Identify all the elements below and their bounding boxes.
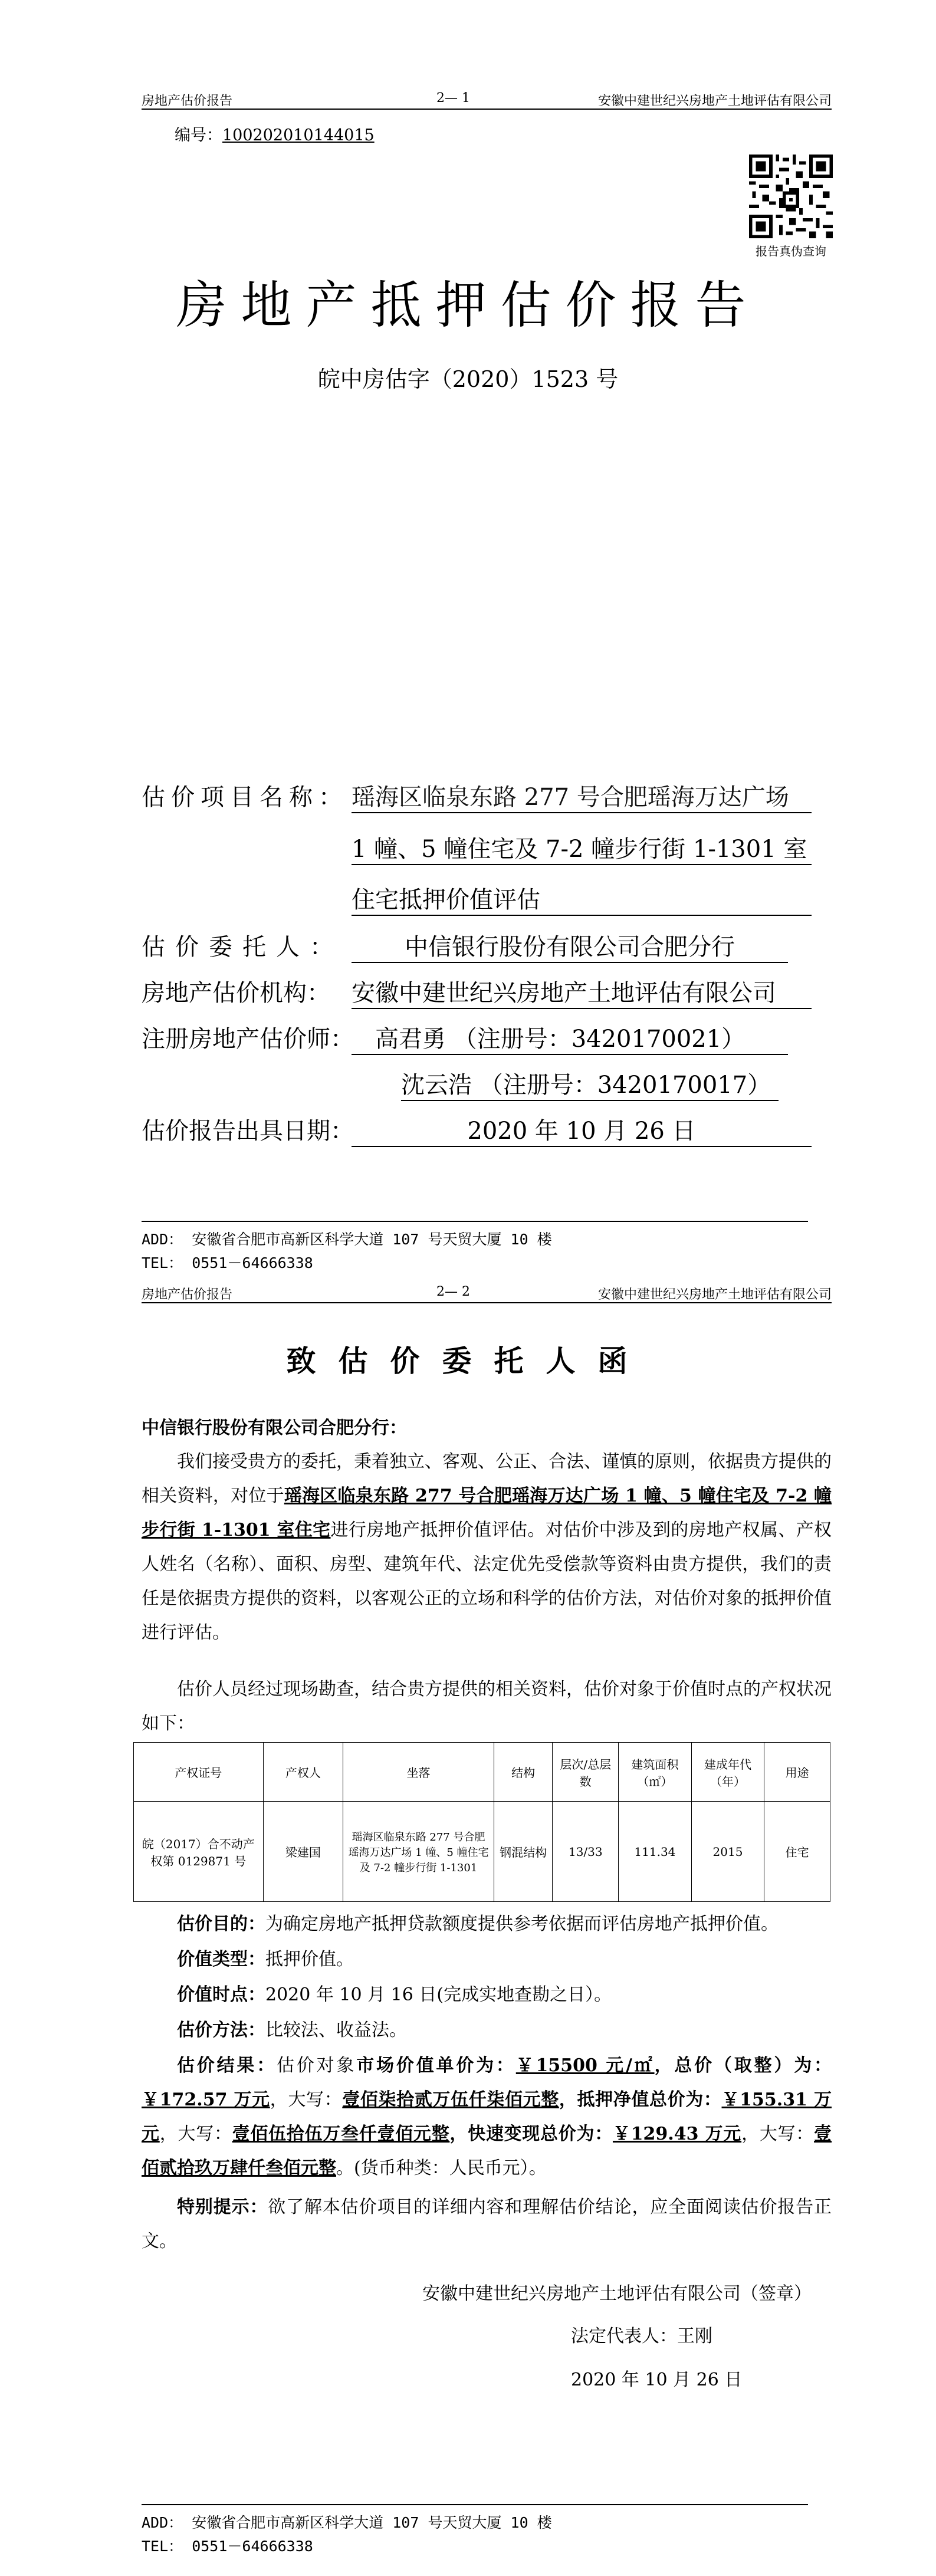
table-cell: 住宅	[764, 1802, 830, 1902]
mortgage-net-value: ￥155.31 万元	[142, 2089, 832, 2144]
report-title: 房地产抵押估价报告	[176, 276, 760, 335]
signature-company: 安徽中建世纪兴房地产土地评估有限公司（签章）	[422, 2283, 812, 2304]
qr-caption: 报告真伪查询	[756, 244, 826, 258]
footer-address: ADD： 安徽省合肥市高新区科学大道 107 号天贸大厦 10 楼	[142, 2514, 552, 2531]
purpose-line: 估价目的：为确定房地产抵押贷款额度提供参考依据而评估房地产抵押价值。	[177, 1914, 779, 1934]
agency-value: 安徽中建世纪兴房地产土地评估有限公司	[352, 974, 812, 1009]
total-price: ￥172.57 万元	[142, 2089, 270, 2110]
table-cell: 13/33	[553, 1802, 619, 1902]
serial-value: 100202010144015	[222, 126, 375, 144]
serial-number: 编号：100202010144015	[175, 126, 375, 144]
table-header-cell: 建筑面积（㎡）	[619, 1743, 692, 1802]
letter-page	[0, 1284, 936, 2576]
property-rights-table	[133, 1742, 830, 1902]
project-name-line2: 1 幢、5 幢住宅及 7-2 幢步行街 1-1301 室	[352, 830, 812, 865]
agency-label: 房地产估价机构：	[142, 980, 330, 1007]
table-header-cell: 产权证号	[134, 1743, 264, 1802]
unit-price: ￥15500 元/㎡	[515, 2055, 655, 2076]
document-number: 皖中房估字（2020）1523 号	[317, 366, 619, 392]
header-company: 安徽中建世纪兴房地产土地评估有限公司	[597, 94, 832, 109]
appraiser-1: 高君勇 （注册号：3420170021）	[352, 1020, 788, 1055]
header-page-number: 2— 2	[436, 1284, 470, 1299]
letter-paragraph-2: 估价人员经过现场勘查，结合贵方提供的相关资料，估价对象于价值时点的产权状况如下：	[142, 1679, 832, 1734]
client-value: 中信银行股份有限公司合肥分行	[352, 928, 788, 963]
table-header-cell: 用途	[764, 1743, 830, 1802]
special-note: 特别提示：欲了解本估价项目的详细内容和理解估价结论，应全面阅读估价报告正文。	[142, 2197, 832, 2252]
table-cell: 钢混结构	[494, 1802, 553, 1902]
valuation-result: 估价结果：估价对象市场价值单价为：￥15500 元/㎡，总价（取整）为：￥172.57 万元，大写：壹佰柒拾贰万伍仟柒佰元整，抵押净值总价为：￥155.31 万元，大写：壹佰伍拾伍万叁仟壹佰元整，快速变现总价为：￥129.43 万元，大写：壹佰贰拾玖万肆仟叁佰元整。(货币种类：人民币元）。	[142, 2055, 832, 2179]
table-cell: 梁建国	[263, 1802, 343, 1902]
table-header-cell: 产权人	[263, 1743, 343, 1802]
table-header-cell: 层次/总层数	[553, 1743, 619, 1802]
table-cell: 皖（2017）合不动产权第 0129871 号	[134, 1802, 264, 1902]
project-name-line3: 住宅抵押价值评估	[352, 881, 812, 916]
signature-representative: 法定代表人：王刚	[571, 2326, 712, 2347]
qr-code-image	[749, 155, 833, 238]
table-header-cell: 建成年代（年）	[691, 1743, 764, 1802]
letter-paragraph-1: 我们接受贵方的委托，秉着独立、客观、公正、合法、谨慎的原则，依据贵方提供的相关资料，对位于瑶海区临泉东路 277 号合肥瑶海万达广场 1 幢、5 幢住宅及 7-2 幢步行街 1-1301 室住宅进行房地产抵押价值评估。对估价中涉及到的房地产权属、产权人姓名（名称）、面积、房型、建筑年代、法定优先受偿款等资料由贵方提供，我们的责任是依据贵方提供的资料，以客观公正的立场和科学的估价方法，对估价对象的抵押价值进行评估。	[142, 1451, 832, 1643]
footer-divider	[142, 2504, 808, 2505]
table-header-row	[134, 1743, 830, 1802]
signature-date: 2020 年 10 月 26 日	[571, 2370, 743, 2390]
project-name-line1: 瑶海区临泉东路 277 号合肥瑶海万达广场	[352, 778, 812, 813]
property-location: 瑶海区临泉东路 277 号合肥瑶海万达广场 1 幢、5 幢住宅及 7-2 幢步行街 1-1301 室住宅	[142, 1486, 832, 1540]
header-page-number: 2— 1	[436, 91, 470, 106]
appraiser-2: 沈云浩 （注册号：3420170017）	[401, 1066, 779, 1101]
letter-title: 致估价委托人函	[286, 1343, 650, 1378]
table-cell: 2015	[691, 1802, 764, 1902]
table-cell: 111.34	[619, 1802, 692, 1902]
report-date-value: 2020 年 10 月 26 日	[352, 1112, 812, 1147]
header-company: 安徽中建世纪兴房地产土地评估有限公司	[597, 1287, 832, 1302]
footer-divider	[142, 1221, 808, 1222]
footer-phone: TEL： 0551－64666338	[142, 1254, 313, 1271]
table-row	[134, 1802, 830, 1902]
header-left: 房地产估价报告	[142, 1287, 233, 1302]
quick-sale-value: ￥129.43 万元	[612, 2124, 742, 2144]
value-type-line: 价值类型：抵押价值。	[177, 1949, 354, 1970]
project-name-label: 估价项目名称：	[142, 784, 348, 811]
report-date-label: 估价报告出具日期：	[142, 1118, 354, 1145]
method-line: 估价方法：比较法、收益法。	[177, 2020, 407, 2041]
header-left: 房地产估价报告	[142, 94, 233, 109]
table-cell: 瑶海区临泉东路 277 号合肥瑶海万达广场 1 幢、5 幢住宅及 7-2 幢步行街 1-1301	[343, 1802, 494, 1902]
value-time-line: 价值时点：2020 年 10 月 16 日(完成实地查勘之日）。	[177, 1984, 612, 2005]
client-label: 估价委托人：	[142, 934, 343, 961]
appraiser-label: 注册房地产估价师：	[142, 1026, 354, 1053]
table-header-cell: 结构	[494, 1743, 553, 1802]
footer-phone: TEL： 0551－64666338	[142, 2538, 313, 2555]
page-header	[142, 88, 832, 110]
table-header-cell: 坐落	[343, 1743, 494, 1802]
footer-address: ADD： 安徽省合肥市高新区科学大道 107 号天贸大厦 10 楼	[142, 1231, 552, 1248]
letter-addressee: 中信银行股份有限公司合肥分行：	[142, 1418, 407, 1438]
page-header	[142, 1282, 832, 1303]
